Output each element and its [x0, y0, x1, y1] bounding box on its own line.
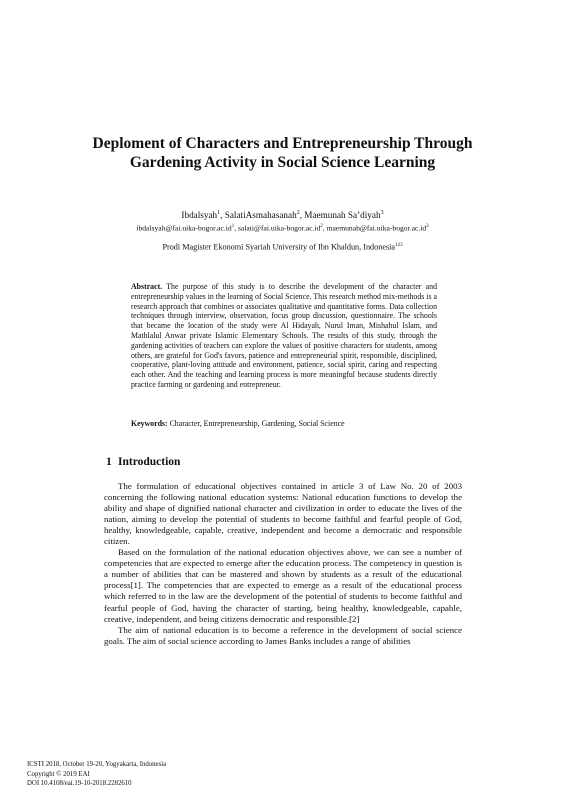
- affiliation: [60, 240, 505, 253]
- author-mark: 1: [217, 210, 221, 216]
- abstract-text: The purpose of this study is to describe the development of the character and entrepreneurship values in the learning of Social Science. This research method mix-methods is a research approach that combines or associates qualitative and quantitative forms. Data collection techniques through interview, observation, focus group discussion, questionnaire. The schools that became the location of the study were Al Hidayah, Nurul Iman, Mishahul Islam, and Mathlalul Anwar private Islamic Elementary Schools. The results of this study, through the gardening activities of teachers can explore the values of positive characters for students, among others, are grateful for God's favors, patience and entrepreneurial spirit, responsible, disciplined, cooperative, plant-loving attitude and environment, patience, social spirit, caring and respecting each other. And the teaching and learning process is more meaningful because students directly practice farming or gardening and entrepreneur.: [131, 282, 437, 389]
- author-email[interactable]: ibdalsyah@fai.uika-bogor.ac.id: [136, 223, 232, 233]
- author-separator: ,: [299, 210, 305, 221]
- affiliation-mark: 123: [395, 243, 403, 248]
- email-mark: 3: [426, 224, 429, 229]
- page-footer: [27, 760, 166, 789]
- body-paragraph: The formulation of educational objectives contained in article 3 of Law No. 20 of 2003 concerning the following national education systems: National education functions to develop the ability and shape of dignified national character and civilization in order to educate the lives of the nation, aiming to develop the potential of students to become faithful and fearful people of God, healthy, knowledgeable, capable, creative, independent and become a democratic and responsible citizen.: [104, 481, 462, 547]
- body-paragraph: Based on the formulation of the national education objectives above, we can see a number of competencies that are expected to emerge after the education process. The competency in question is a number of abilities that can be mastered and shown by students as a result of the educational process[1]. The competencies that are expected to emerge as a result of the educational process which referred to in the law are the development of the potential of students to become faithful and fearful people of God, having the character of starting, being healthy, knowledgeable, capable, creative, independent, and being citizens democratic and responsible.[2]: [104, 547, 462, 624]
- section-number: 1: [106, 456, 112, 468]
- author-mark: 2: [296, 210, 300, 216]
- author-mark: 3: [380, 210, 384, 216]
- copyright-line: Copyright © 2019 EAI: [27, 770, 90, 778]
- affiliation-text: Prodi Magister Ekonomi Syariah University of Ibn Khaldun, Indonesia: [162, 242, 396, 252]
- email-separator: ,: [322, 223, 327, 233]
- author-email[interactable]: salati@fai.uika-bogor.ac.id: [238, 223, 321, 233]
- author-list: [60, 207, 505, 221]
- paper-title: Deploment of Characters and Entrepreneurship Through Gardening Activity in Social Science Learning: [92, 135, 473, 171]
- section-body: [104, 481, 462, 647]
- email-separator: ,: [234, 223, 238, 233]
- keywords-label: Keywords:: [131, 419, 168, 428]
- section-heading: [106, 455, 180, 469]
- abstract: [131, 282, 437, 390]
- conference-line: ICSTI 2018, October 19-20, Yogyakarta, Indonesia: [27, 761, 167, 768]
- keywords: [131, 419, 437, 429]
- email-mark: 2: [320, 224, 323, 229]
- section-title: Introduction: [118, 456, 181, 468]
- author-name: Ibdalsyah: [181, 210, 218, 221]
- author-email[interactable]: maemunah@fai.uika-bogor.ac.id: [326, 223, 427, 233]
- doi-line: DOI 10.4108/eai.19-10-2018.2282610: [27, 780, 132, 788]
- author-name: SalatiAsmahasanah: [224, 210, 297, 221]
- email-mark: 1: [231, 224, 235, 229]
- author-name: Maemunah Sa’diyah: [304, 210, 381, 221]
- author-separator: ,: [220, 210, 225, 221]
- body-paragraph: The aim of national education is to become a reference in the development of social science goals. The aim of social science according to James Banks includes a range of abilities: [104, 624, 462, 646]
- author-emails: [60, 221, 505, 234]
- abstract-label: Abstract.: [131, 282, 163, 291]
- keywords-text: Character, Entrepreneurship, Gardening, Social Science: [167, 419, 345, 428]
